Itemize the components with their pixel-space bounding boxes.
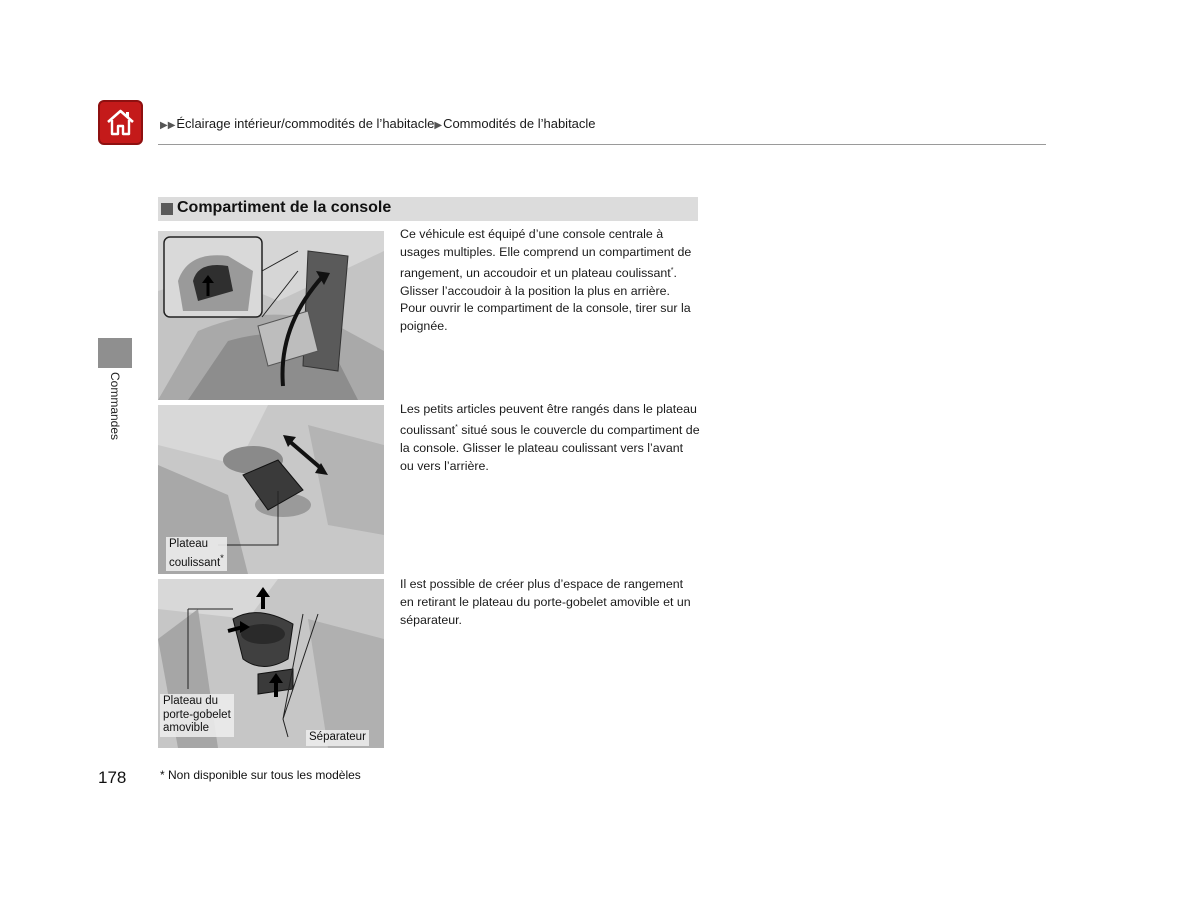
console-open-illustration: [158, 231, 384, 400]
breadcrumb: [160, 116, 596, 131]
breadcrumb-arrow-icon: ▶▶: [160, 120, 176, 131]
cup-tray-label: Plateau du porte-gobelet amovible: [160, 694, 234, 737]
separator-label: Séparateur: [306, 730, 369, 746]
home-button[interactable]: [98, 100, 143, 145]
section-title: Compartiment de la console: [177, 199, 392, 216]
sliding-tray-label: Plateau coulissant*: [166, 537, 227, 571]
breadcrumb-current[interactable]: Commodités de l’habitacle: [443, 116, 596, 131]
cup-holder-illustration: [158, 579, 384, 748]
chapter-tab[interactable]: [98, 338, 132, 368]
footnote: * Non disponible sur tous les modèles: [160, 768, 361, 782]
paragraph-console-intro: Ce véhicule est équipé d’une console centrale à usages multiples. Elle comprend un compartiment de rangement, un accoudoir et un plateau coulissant*. Glisser l’accoudoir à la position la plus en arrière. Pour ouvrir le compartiment de la console, tirer sur la poignée.: [400, 227, 692, 334]
paragraph-sliding-tray: Les petits articles peuvent être rangés dans le plateau coulissant* situé sous le couvercle du compartiment de la console. Glisser le plateau coulissant vers l’avant ou vers l’arrière.: [400, 402, 700, 473]
home-icon: [105, 107, 136, 138]
header-divider: [158, 144, 1046, 145]
sliding-tray-illustration: [158, 405, 384, 574]
chapter-tab-label: Commandes: [108, 372, 122, 441]
paragraph-cup-holder: Il est possible de créer plus d’espace de rangement en retirant le plateau du porte-gobelet amovible et un séparateur.: [400, 577, 691, 627]
page-number: 178: [98, 768, 127, 787]
section-heading: [158, 197, 698, 221]
section-marker-icon: [161, 203, 173, 215]
breadcrumb-arrow-icon: ▶: [434, 120, 443, 131]
breadcrumb-link-interior[interactable]: Éclairage intérieur/commodités de l’habitacle: [176, 116, 435, 131]
